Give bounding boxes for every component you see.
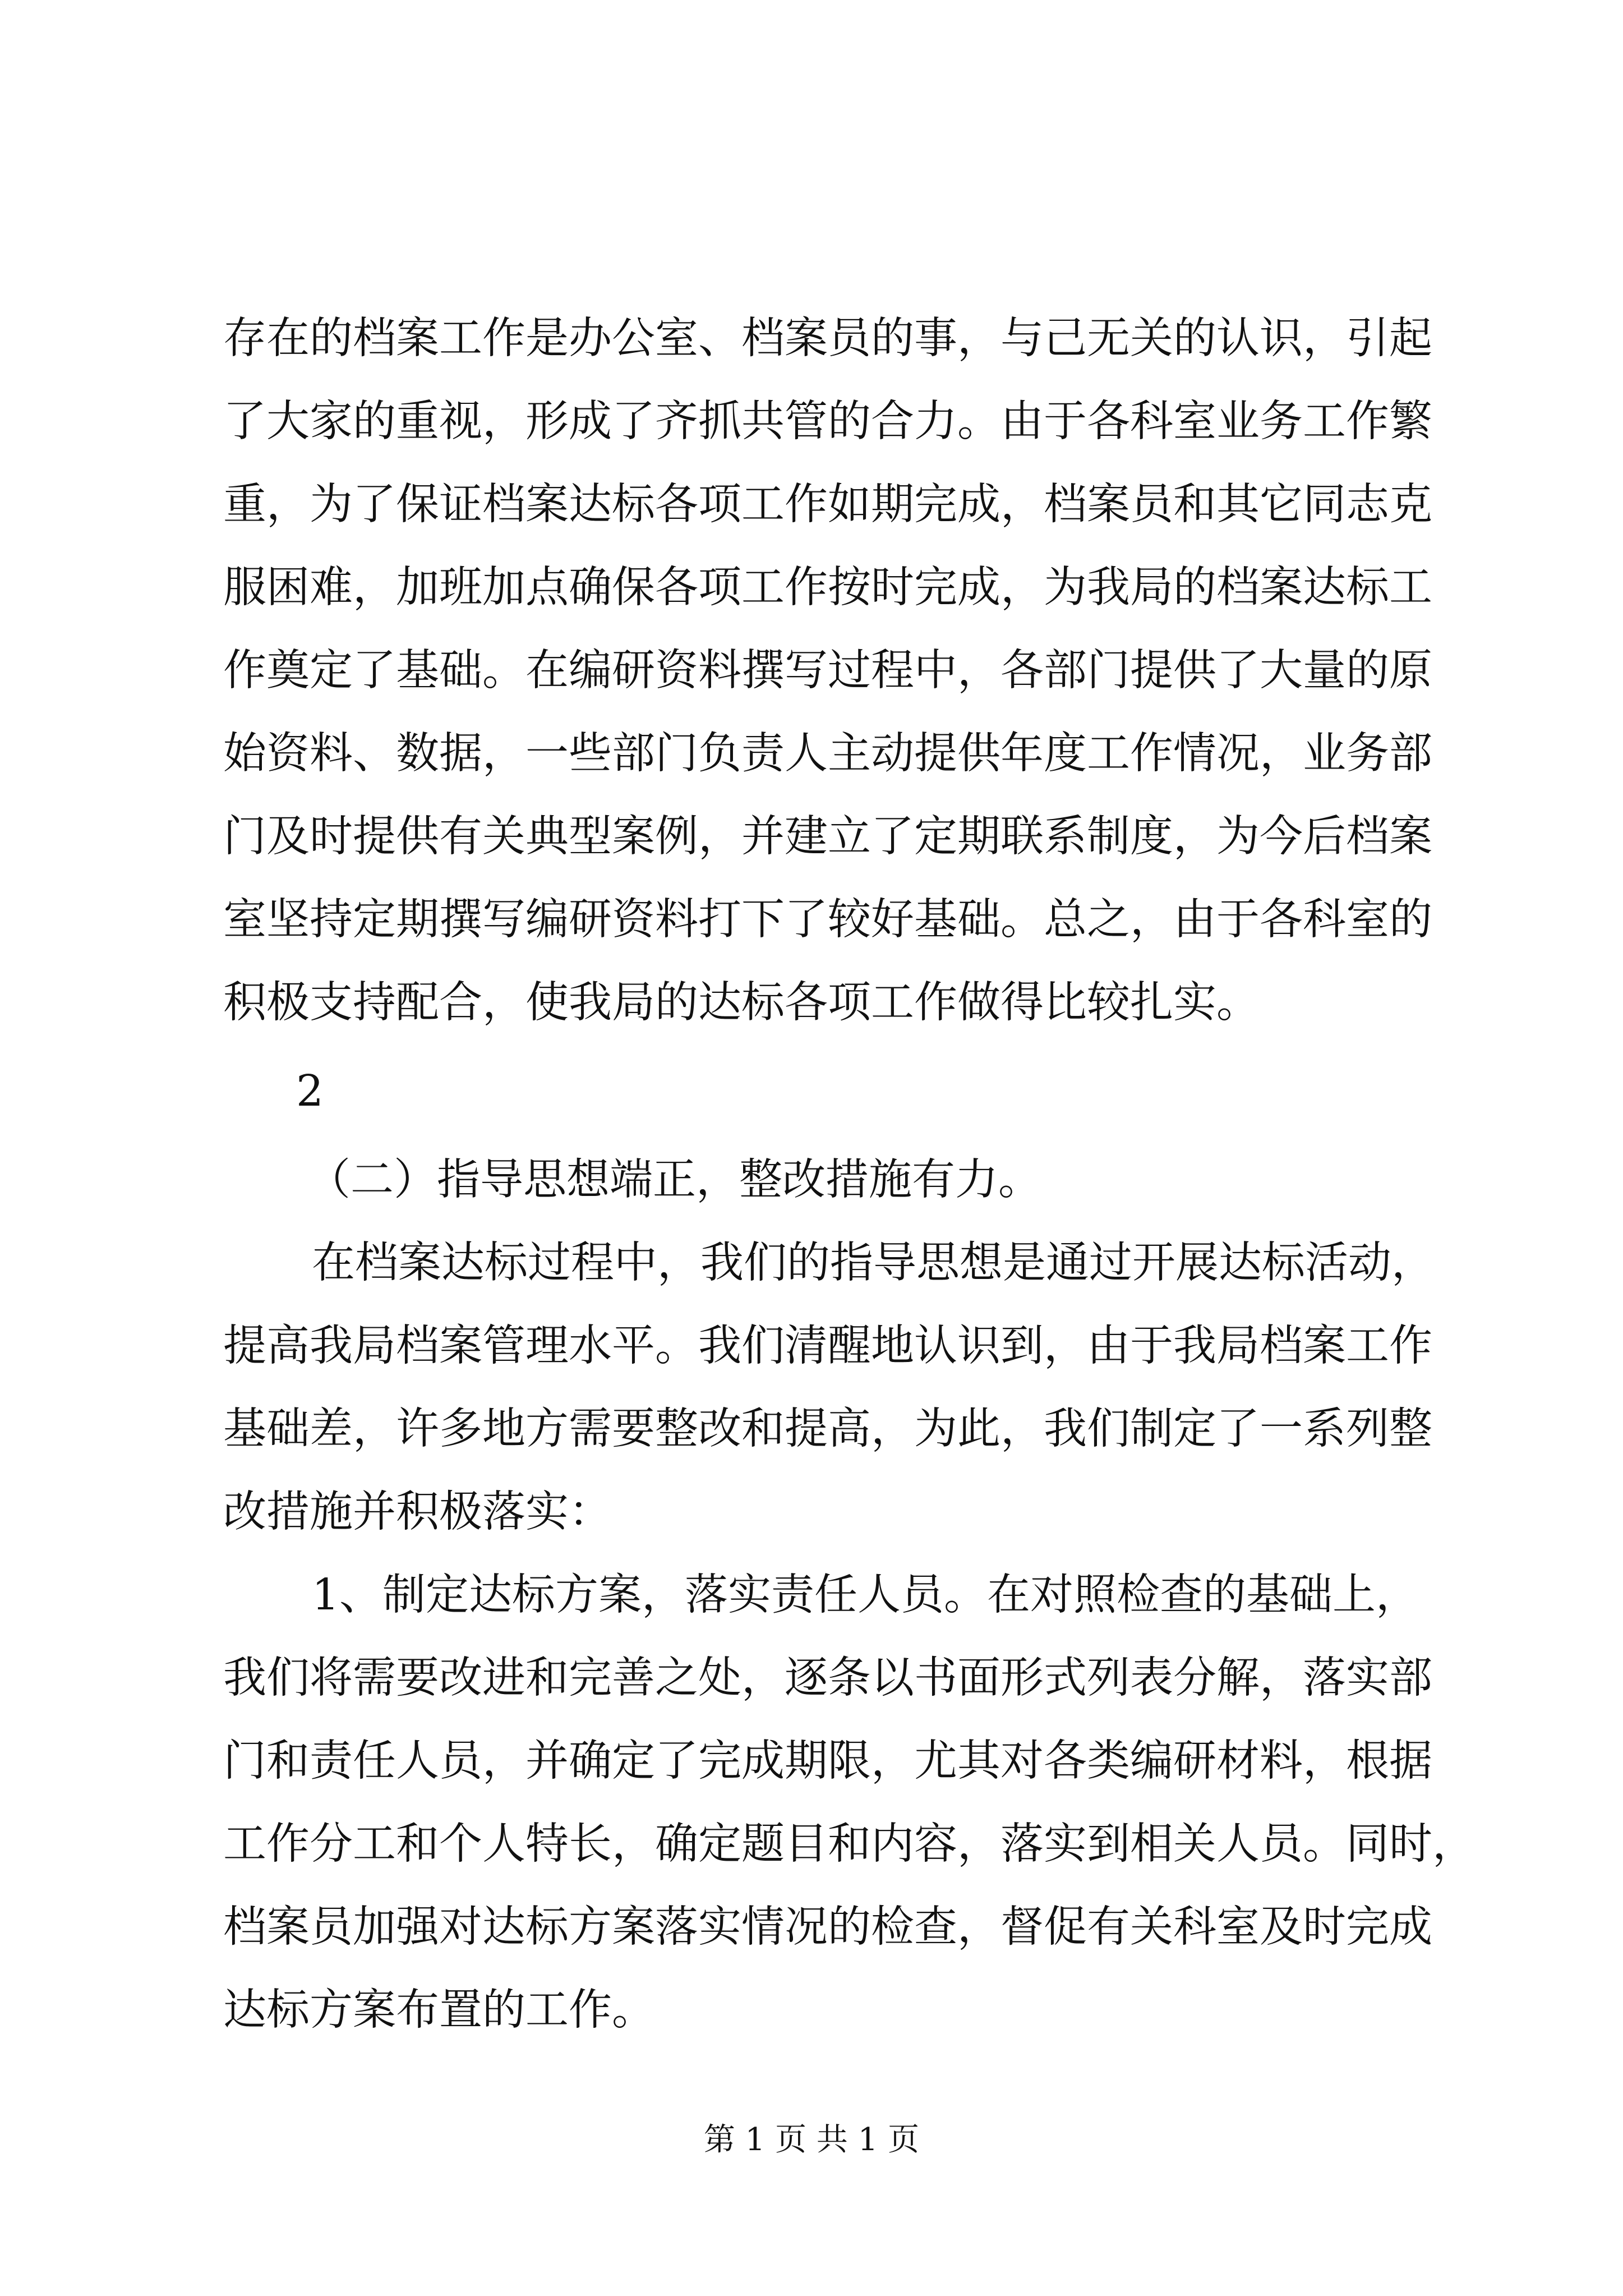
body-line-4: 服困难，加班加点确保各项工作按时完成，为我局的档案达标工 bbox=[223, 563, 1432, 613]
body-line-5: 作奠定了基础。在编研资料撰写过程中，各部门提供了大量的原 bbox=[223, 646, 1432, 696]
section-heading: （二）指导思想端正，整改措施有力。 bbox=[307, 1155, 1041, 1205]
paragraph-2-line-1: 在档案达标过程中，我们的指导思想是通过开展达标活动， bbox=[312, 1238, 1435, 1288]
page-marker: 2 bbox=[296, 1066, 324, 1116]
body-line-9: 积极支持配合，使我局的达标各项工作做得比较扎实。 bbox=[223, 978, 1260, 1028]
paragraph-3-line-2: 我们将需要改进和完善之处，逐条以书面形式列表分解，落实部 bbox=[223, 1653, 1432, 1703]
body-line-1: 存在的档案工作是办公室、档案员的事，与己无关的认识，引起 bbox=[223, 314, 1432, 364]
document-body bbox=[223, 297, 1476, 2052]
body-line-6: 始资料、数据，一些部门负责人主动提供年度工作情况，业务部 bbox=[223, 729, 1432, 779]
paragraph-2-line-2: 提高我局档案管理水平。我们清醒地认识到，由于我局档案工作 bbox=[223, 1321, 1432, 1371]
paragraph-3-line-6: 达标方案布置的工作。 bbox=[223, 1985, 655, 2035]
body-line-2: 了大家的重视，形成了齐抓共管的合力。由于各科室业务工作繁 bbox=[223, 397, 1432, 447]
page-footer: 第 1 页 共 1 页 bbox=[703, 2122, 920, 2158]
body-line-8: 室坚持定期撰写编研资料打下了较好基础。总之，由于各科室的 bbox=[223, 895, 1432, 945]
paragraph-3-line-3: 门和责任人员，并确定了完成期限，尤其对各类编研材料，根据 bbox=[223, 1736, 1432, 1786]
paragraph-2-line-4: 改措施并积极落实： bbox=[223, 1487, 612, 1537]
body-line-7: 门及时提供有关典型案例，并建立了定期联系制度，为今后档案 bbox=[223, 812, 1432, 862]
paragraph-3-line-1: 1、制定达标方案，落实责任人员。在对照检查的基础上， bbox=[312, 1570, 1419, 1620]
paragraph-3-line-5: 档案员加强对达标方案落实情况的检查，督促有关科室及时完成 bbox=[223, 1902, 1432, 1952]
paragraph-2-line-3: 基础差，许多地方需要整改和提高，为此，我们制定了一系列整 bbox=[223, 1404, 1432, 1454]
paragraph-3-line-4: 工作分工和个人特长，确定题目和内容，落实到相关人员。同时， bbox=[223, 1819, 1476, 1869]
body-line-3: 重，为了保证档案达标各项工作如期完成，档案员和其它同志克 bbox=[223, 480, 1432, 530]
